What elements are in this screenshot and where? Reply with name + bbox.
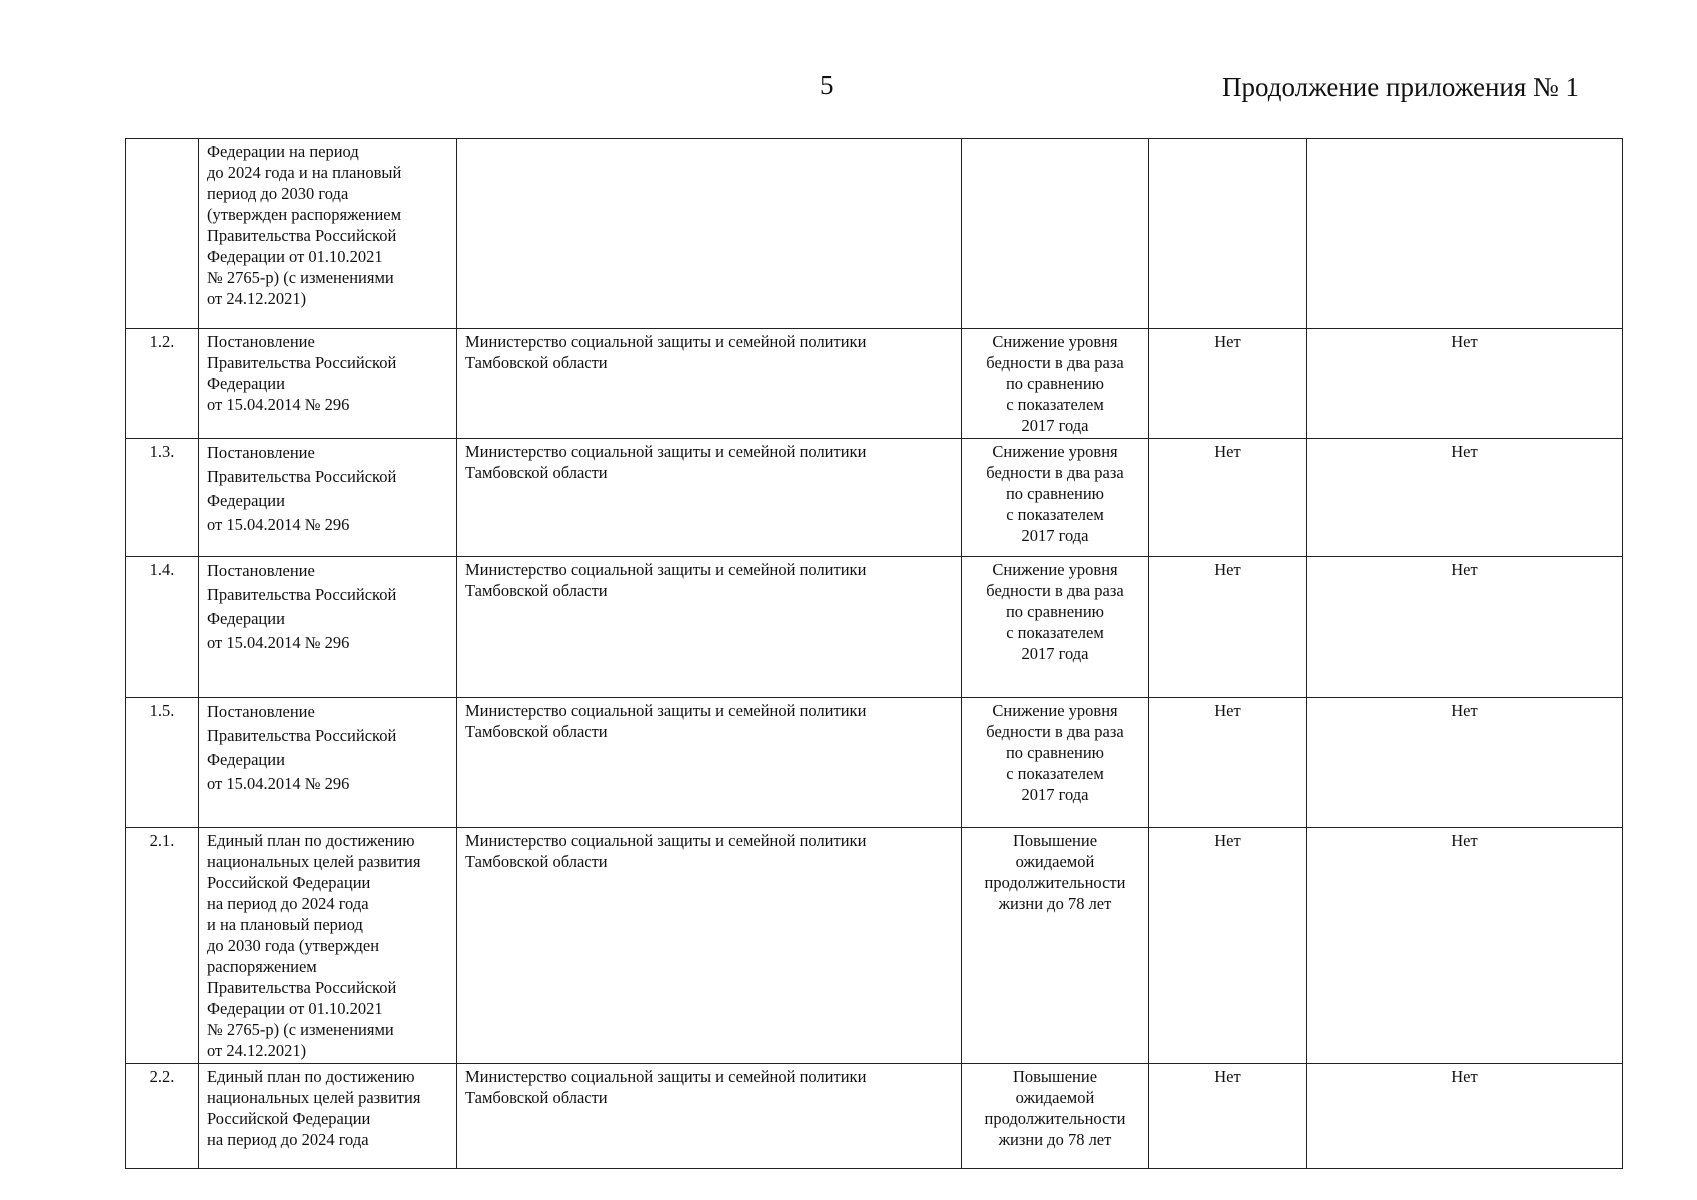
- cell-text-line: Тамбовской области: [465, 852, 608, 871]
- document-cell: [199, 439, 457, 557]
- cell-text-line: от 24.12.2021): [207, 289, 307, 308]
- cell-text-line: 2017 года: [1021, 416, 1089, 435]
- goal-cell: [962, 139, 1149, 329]
- cell-text-line: Федерации: [207, 750, 285, 769]
- row-number-cell: [126, 139, 199, 329]
- table-row: [126, 1064, 1623, 1169]
- cell-text-line: Единый план по достижению: [207, 831, 415, 850]
- column-6-cell: Нет: [1307, 329, 1623, 439]
- cell-text-line: до 2030 года (утвержден: [207, 936, 380, 955]
- cell-text-line: Федерации: [207, 609, 285, 628]
- cell-text-line: жизни до 78 лет: [998, 894, 1112, 913]
- column-5-cell: Нет: [1149, 557, 1307, 698]
- cell-text-line: Снижение уровня: [992, 332, 1118, 351]
- goal-cell: [962, 439, 1149, 557]
- cell-text-line: Тамбовской области: [465, 463, 608, 482]
- appendix-table: [125, 138, 1623, 1169]
- cell-text-line: бедности в два раза: [986, 722, 1124, 741]
- cell-text-line: Тамбовской области: [465, 353, 608, 372]
- row-number-cell: 1.4.: [126, 557, 199, 698]
- column-5-cell: Нет: [1149, 439, 1307, 557]
- cell-text-line: на период до 2024 года: [207, 1130, 369, 1149]
- cell-text-line: Правительства Российской: [207, 353, 397, 372]
- cell-text-line: Федерации на период: [207, 142, 359, 161]
- cell-text-line: бедности в два раза: [986, 463, 1124, 482]
- column-5-cell: [1149, 139, 1307, 329]
- table-row: [126, 828, 1623, 1064]
- goal-cell: [962, 698, 1149, 828]
- cell-text-line: распоряжением: [207, 957, 317, 976]
- cell-text-line: и на плановый период: [207, 915, 363, 934]
- cell-text-line: продолжительности: [984, 873, 1126, 892]
- cell-text-line: (утвержден распоряжением: [207, 205, 402, 224]
- cell-text-line: бедности в два раза: [986, 581, 1124, 600]
- table-row: [126, 139, 1623, 329]
- cell-text-line: на период до 2024 года: [207, 894, 369, 913]
- cell-text-line: Единый план по достижению: [207, 1067, 415, 1086]
- cell-text-line: от 15.04.2014 № 296: [207, 633, 350, 652]
- table-row: [126, 557, 1623, 698]
- cell-text-line: от 15.04.2014 № 296: [207, 515, 350, 534]
- table-row: [126, 329, 1623, 439]
- document-cell: [199, 329, 457, 439]
- cell-text-line: Министерство социальной защиты и семейной политики: [465, 332, 867, 351]
- executor-cell: [457, 1064, 962, 1169]
- cell-text-line: от 24.12.2021): [207, 1041, 307, 1060]
- cell-text-line: Снижение уровня: [992, 701, 1118, 720]
- cell-text-line: до 2024 года и на плановый: [207, 163, 402, 182]
- cell-text-line: Российской Федерации: [207, 1109, 371, 1128]
- row-number-cell: 1.5.: [126, 698, 199, 828]
- cell-text-line: национальных целей развития: [207, 852, 421, 871]
- cell-text-line: по сравнению: [1005, 374, 1105, 393]
- cell-text-line: Постановление: [207, 702, 315, 721]
- column-6-cell: Нет: [1307, 439, 1623, 557]
- cell-text-line: Министерство социальной защиты и семейной политики: [465, 560, 867, 579]
- table-row: [126, 698, 1623, 828]
- executor-cell: [457, 557, 962, 698]
- executor-cell: [457, 698, 962, 828]
- column-5-cell: Нет: [1149, 1064, 1307, 1169]
- goal-cell: [962, 1064, 1149, 1169]
- cell-text-line: жизни до 78 лет: [998, 1130, 1112, 1149]
- cell-text-line: от 15.04.2014 № 296: [207, 395, 350, 414]
- row-number-cell: 2.1.: [126, 828, 199, 1064]
- cell-text-line: Тамбовской области: [465, 722, 608, 741]
- goal-cell: [962, 828, 1149, 1064]
- cell-text-line: Правительства Российской: [207, 726, 397, 745]
- cell-text-line: от 15.04.2014 № 296: [207, 774, 350, 793]
- cell-text-line: Федерации: [207, 491, 285, 510]
- cell-text-line: с показателем: [1006, 623, 1104, 642]
- cell-text-line: бедности в два раза: [986, 353, 1124, 372]
- cell-text-line: с показателем: [1006, 505, 1104, 524]
- cell-text-line: ожидаемой: [1015, 1088, 1095, 1107]
- document-cell: [199, 828, 457, 1064]
- cell-text-line: Тамбовской области: [465, 1088, 608, 1107]
- goal-cell: [962, 329, 1149, 439]
- cell-text-line: продолжительности: [984, 1109, 1126, 1128]
- column-6-cell: [1307, 139, 1623, 329]
- cell-text-line: Министерство социальной защиты и семейной политики: [465, 1067, 867, 1086]
- page-number: 5: [820, 70, 834, 100]
- cell-text-line: Постановление: [207, 561, 315, 580]
- cell-text-line: № 2765-р) (с изменениями: [207, 1020, 394, 1039]
- cell-text-line: Российской Федерации: [207, 873, 371, 892]
- cell-text-line: Снижение уровня: [992, 442, 1118, 461]
- row-number-cell: 1.2.: [126, 329, 199, 439]
- column-6-cell: Нет: [1307, 557, 1623, 698]
- goal-cell: [962, 557, 1149, 698]
- cell-text-line: 2017 года: [1021, 526, 1089, 545]
- column-5-cell: Нет: [1149, 329, 1307, 439]
- cell-text-line: ожидаемой: [1015, 852, 1095, 871]
- cell-text-line: с показателем: [1006, 764, 1104, 783]
- table-row: [126, 439, 1623, 557]
- row-number-cell: 1.3.: [126, 439, 199, 557]
- cell-text-line: с показателем: [1006, 395, 1104, 414]
- column-5-cell: Нет: [1149, 698, 1307, 828]
- cell-text-line: 2017 года: [1021, 785, 1089, 804]
- column-6-cell: Нет: [1307, 1064, 1623, 1169]
- cell-text-line: Министерство социальной защиты и семейной политики: [465, 442, 867, 461]
- executor-cell: [457, 329, 962, 439]
- document-cell: [199, 1064, 457, 1169]
- cell-text-line: Министерство социальной защиты и семейной политики: [465, 831, 867, 850]
- cell-text-line: Правительства Российской: [207, 585, 397, 604]
- appendix-continuation-title: Продолжение приложения № 1: [1222, 72, 1580, 102]
- cell-text-line: Правительства Российской: [207, 978, 397, 997]
- document-cell: [199, 139, 457, 329]
- cell-text-line: Постановление: [207, 332, 315, 351]
- document-cell: [199, 557, 457, 698]
- cell-text-line: Тамбовской области: [465, 581, 608, 600]
- cell-text-line: Федерации: [207, 374, 285, 393]
- cell-text-line: Министерство социальной защиты и семейной политики: [465, 701, 867, 720]
- cell-text-line: Правительства Российской: [207, 226, 397, 245]
- cell-text-line: Постановление: [207, 443, 315, 462]
- executor-cell: [457, 439, 962, 557]
- cell-text-line: по сравнению: [1005, 602, 1105, 621]
- cell-text-line: Федерации от 01.10.2021: [207, 247, 383, 266]
- cell-text-line: Правительства Российской: [207, 467, 397, 486]
- cell-text-line: Повышение: [1012, 1067, 1098, 1086]
- column-5-cell: Нет: [1149, 828, 1307, 1064]
- cell-text-line: период до 2030 года: [207, 184, 349, 203]
- row-number-cell: 2.2.: [126, 1064, 199, 1169]
- cell-text-line: национальных целей развития: [207, 1088, 421, 1107]
- cell-text-line: по сравнению: [1005, 743, 1105, 762]
- cell-text-line: Снижение уровня: [992, 560, 1118, 579]
- cell-text-line: № 2765-р) (с изменениями: [207, 268, 394, 287]
- document-cell: [199, 698, 457, 828]
- cell-text-line: Федерации от 01.10.2021: [207, 999, 383, 1018]
- table-body: [126, 139, 1623, 1169]
- column-6-cell: Нет: [1307, 828, 1623, 1064]
- executor-cell: [457, 828, 962, 1064]
- cell-text-line: по сравнению: [1005, 484, 1105, 503]
- cell-text-line: Повышение: [1012, 831, 1098, 850]
- executor-cell: [457, 139, 962, 329]
- column-6-cell: Нет: [1307, 698, 1623, 828]
- cell-text-line: 2017 года: [1021, 644, 1089, 663]
